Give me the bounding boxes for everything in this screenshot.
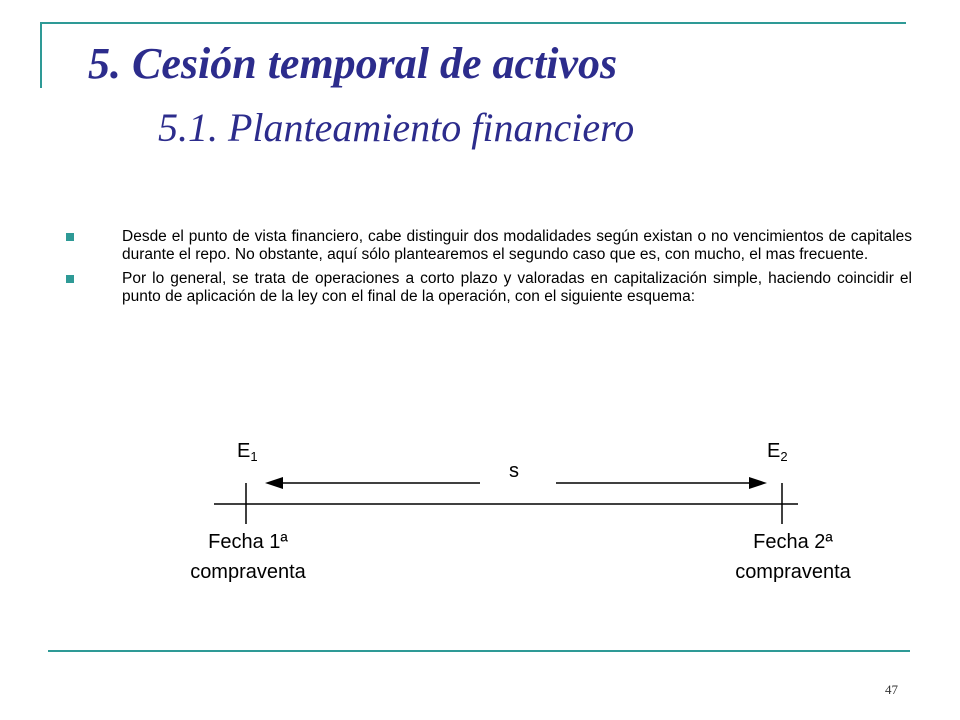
label-s: s: [509, 460, 519, 482]
bullet-text: Desde el punto de vista financiero, cabe distinguir dos modalidades según existan o no vencimientos de capitales durante el repo. No obstante, aquí sólo plantearemos el segundo caso que es, con mucho, el mas frecuente.: [122, 228, 912, 263]
bullet-text: Por lo general, se trata de operaciones a corto plazo y valoradas en capitalización simple, haciendo coincidir el punto de aplicación de la ley con el final de la operación, con el siguiente esquema:: [122, 270, 912, 305]
right-date-caption: Fecha 2ª compraventa: [735, 531, 851, 583]
label-e2: $E_2$: [767, 440, 788, 464]
label-e1: $E_1$: [237, 440, 258, 464]
slide-title: 5. Cesión temporal de activos: [88, 39, 618, 88]
slide-subtitle: 5.1. Planteamiento financiero: [158, 105, 635, 150]
left-date-caption: Fecha 1ª compraventa: [190, 531, 306, 583]
page-number: 47: [885, 682, 898, 697]
